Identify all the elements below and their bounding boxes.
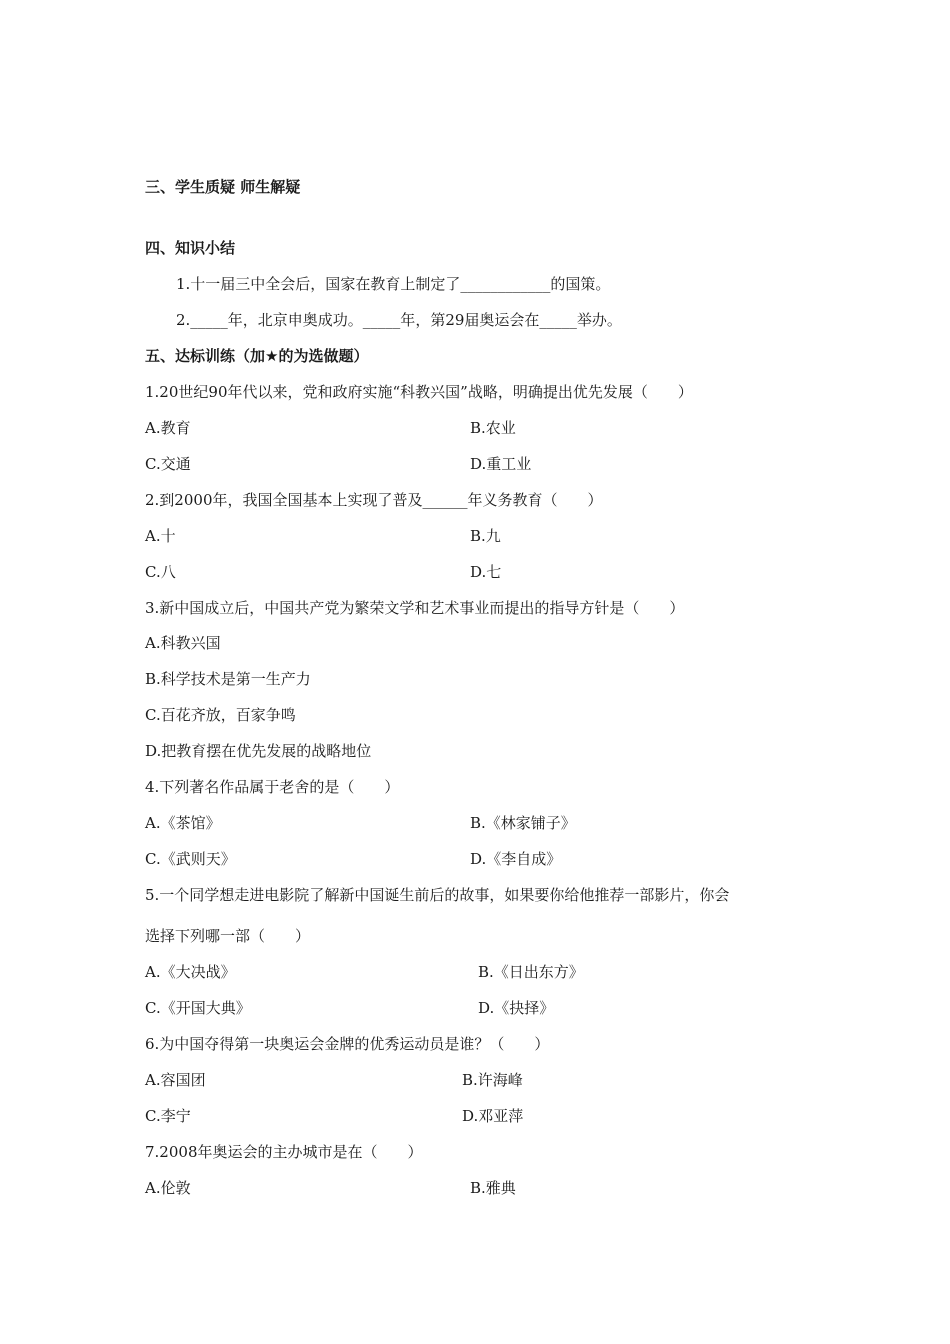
question-6-option-d: D.邓亚萍 — [462, 1107, 524, 1125]
question-6-option-a: A.容国团 — [145, 1071, 206, 1089]
question-4-stem: 4.下列著名作品属于老舍的是（ ） — [145, 778, 400, 796]
question-1-option-d: D.重工业 — [470, 455, 532, 473]
question-3-option-a: A.科教兴国 — [145, 634, 221, 652]
question-4-option-c: C.《武则天》 — [145, 850, 236, 868]
question-3-option-c: C.百花齐放，百家争鸣 — [145, 706, 296, 724]
question-2-stem: 2.到2000年，我国全国基本上实现了普及______年义务教育（ ） — [145, 491, 603, 509]
summary-item-1: 1.十一届三中全会后，国家在教育上制定了____________的国策。 — [176, 275, 611, 293]
section-3-title: 三、学生质疑 师生解疑 — [145, 178, 301, 196]
question-5-option-a: A.《大决战》 — [145, 963, 236, 981]
question-1-option-c: C.交通 — [145, 455, 191, 473]
question-7-stem: 7.2008年奥运会的主办城市是在（ ） — [145, 1143, 423, 1161]
question-2-option-a: A.十 — [145, 527, 176, 545]
summary-item-2: 2._____年，北京申奥成功。_____年，第29届奥运会在_____举办。 — [176, 311, 622, 329]
question-5-stem-continued: 选择下列哪一部（ ） — [145, 927, 311, 945]
question-1-option-b: B.农业 — [470, 419, 516, 437]
question-6-option-c: C.李宁 — [145, 1107, 191, 1125]
question-5-stem: 5.一个同学想走进电影院了解新中国诞生前后的故事，如果要你给他推荐一部影片，你会 — [145, 886, 730, 904]
question-1-stem: 1.20世纪90年代以来，党和政府实施“科教兴国”战略，明确提出优先发展（ ） — [145, 383, 693, 401]
question-3-option-d: D.把教育摆在优先发展的战略地位 — [145, 742, 372, 760]
question-2-option-c: C.八 — [145, 563, 176, 581]
question-5-option-c: C.《开国大典》 — [145, 999, 251, 1017]
question-4-option-b: B.《林家铺子》 — [470, 814, 576, 832]
question-3-option-b: B.科学技术是第一生产力 — [145, 670, 311, 688]
question-6-option-b: B.许海峰 — [462, 1071, 523, 1089]
question-2-option-d: D.七 — [470, 563, 502, 581]
question-1-option-a: A.教育 — [145, 419, 191, 437]
section-5-title: 五、达标训练（加★的为选做题） — [145, 347, 369, 365]
question-7-option-b: B.雅典 — [470, 1179, 516, 1197]
question-3-stem: 3.新中国成立后，中国共产党为繁荣文学和艺术事业而提出的指导方针是（ ） — [145, 599, 685, 617]
section-4-title: 四、知识小结 — [145, 239, 236, 257]
question-2-option-b: B.九 — [470, 527, 501, 545]
question-5-option-b: B.《日出东方》 — [478, 963, 584, 981]
question-6-stem: 6.为中国夺得第一块奥运会金牌的优秀运动员是谁？（ ） — [145, 1035, 550, 1053]
question-4-option-d: D.《李自成》 — [470, 850, 562, 868]
question-5-option-d: D.《抉择》 — [478, 999, 555, 1017]
question-4-option-a: A.《茶馆》 — [145, 814, 221, 832]
question-7-option-a: A.伦敦 — [145, 1179, 191, 1197]
